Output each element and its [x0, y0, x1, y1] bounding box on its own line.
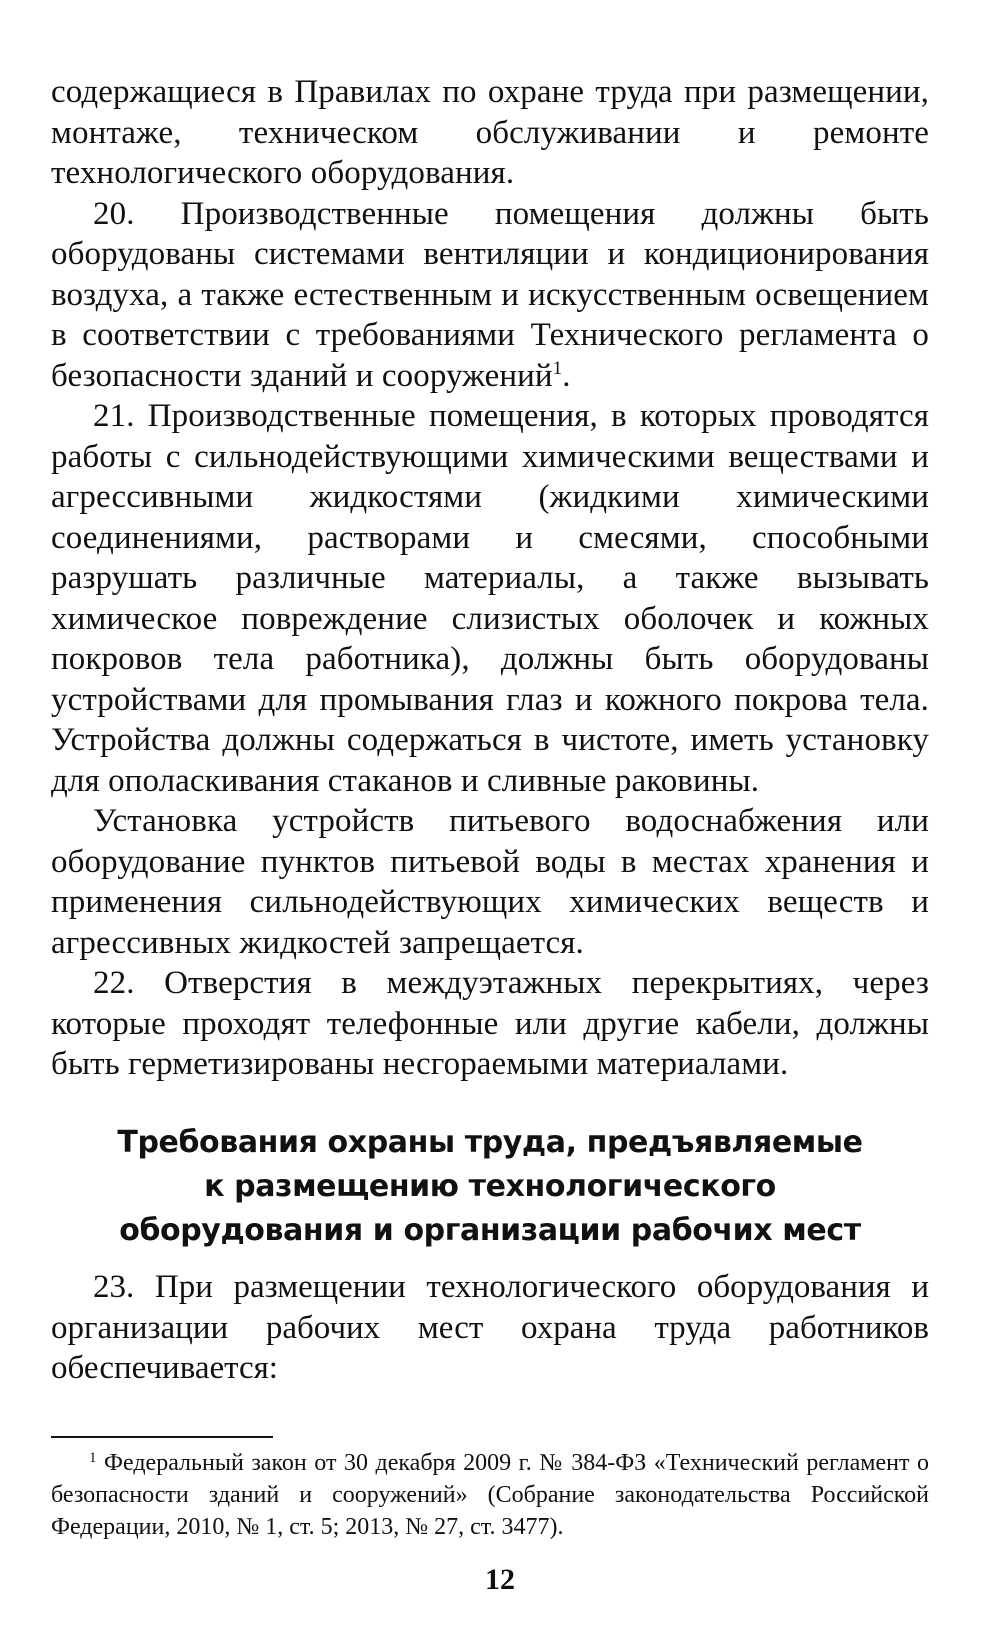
section-heading-line-1: Требования охраны труда, предъявляемые — [117, 1125, 863, 1160]
section-body — [51, 1267, 929, 1389]
paragraph-23: 23. При размещении технологического оборудования и организации рабочих мест охрана труда работников обеспечивается: — [51, 1269, 929, 1386]
paragraph-20 — [51, 194, 929, 397]
section-heading-line-3: оборудования и организации рабочих мест — [119, 1213, 861, 1248]
section-heading — [51, 1121, 929, 1253]
section-heading-line-2: к размещению технологического — [204, 1169, 776, 1204]
paragraph-21: 21. Производственные помещения, в которых проводятся работы с сильнодействующими химическими веществами и агрессивными жидкостями (жидкими химическими соединениями, растворами и смесями, способными разрушать различные материалы, а также вызывать химическое повреждение слизистых оболочек и кожных покровов тела работника), должны быть оборудованы устройствами для промывания глаз и кожного покрова тела. Устройства должны содержаться в чистоте, иметь установку для ополаскивания стаканов и сливные раковины. — [51, 398, 929, 799]
paragraph-20-text: 20. Производственные помещения должны быть оборудованы системами вентиляции и кондиционирования воздуха, а также естественным и искусственным освещением в соответствии с требованиями Технического регламента о безопасности зданий и сооружений — [51, 195, 929, 394]
body-text — [51, 72, 929, 1085]
paragraph-continuation: содержащиеся в Правилах по охране труда при размещении, монтаже, техническом обслуживании и ремонте технологического оборудования. — [51, 74, 929, 191]
footnote-divider — [51, 1436, 273, 1438]
footnote-text: Федеральный закон от 30 декабря 2009 г. № 384-ФЗ «Технический регламент о безопасности зданий и сооружений» (Собрание законодательства Российской Федерации, 2010, № 1, ст. 5; 2013, № 27, ст. 3477). — [51, 1450, 929, 1540]
paragraph-22: 22. Отверстия в междуэтажных перекрытиях, через которые проходят телефонные или другие кабели, должны быть герметизированы несгораемыми материалами. — [51, 965, 929, 1082]
footnote-marker: 1 — [89, 1450, 97, 1466]
footnote-reference[interactable]: 1 — [552, 357, 563, 379]
paragraph-21-continued: Установка устройств питьевого водоснабжения или оборудование пунктов питьевой воды в местах хранения и применения сильнодействующих химических веществ и агрессивных жидкостей запрещается. — [51, 803, 929, 961]
paragraph-20-end: . — [562, 357, 571, 394]
footnote — [51, 1447, 929, 1543]
page-number: 12 — [485, 1563, 515, 1596]
